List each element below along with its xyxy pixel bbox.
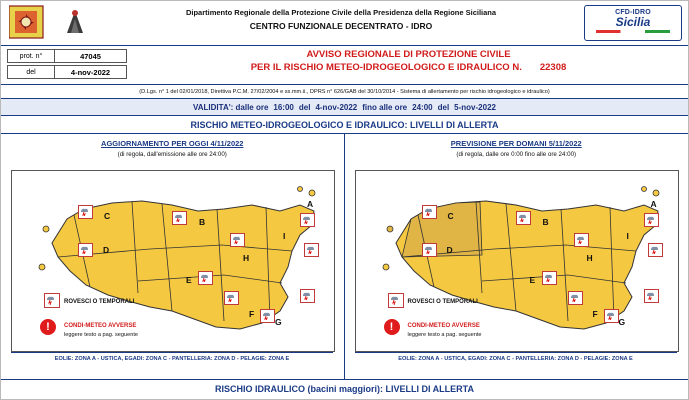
storm-icon <box>230 233 245 247</box>
protocol-date-value: 4-nov-2022 <box>55 65 127 79</box>
storm-icon <box>516 211 531 225</box>
validity-from-time: 16:00 <box>273 102 294 112</box>
cfd-logo-line-2: Sicilia <box>615 15 651 29</box>
zone-label-D: D <box>103 245 110 255</box>
zone-label-F: F <box>249 309 255 319</box>
validity-del-1: del <box>298 102 311 112</box>
alert-maps-panels <box>1 134 688 379</box>
panel-today-subtitle: (di regola, dall'emissione alle ore 24:00) <box>117 151 227 158</box>
zone-label-D: D <box>446 245 453 255</box>
validity-until-label: fino alle ore <box>362 102 408 112</box>
legend-storm-label: ROVESCI O TEMPORALI <box>64 299 135 305</box>
legend-storm-label: ROVESCI O TEMPORALI <box>407 299 478 305</box>
protocol-date-line <box>7 65 127 79</box>
risk-section-title: RISCHIO METEO-IDROGEOLOGICO E IDRAULICO: LIVELLI DI ALLERTA <box>1 116 688 134</box>
storm-icon <box>574 233 589 247</box>
storm-icon <box>78 205 93 219</box>
legend-adverse-note: leggere testo a pag. seguente <box>407 332 482 338</box>
panel-tomorrow-title: PREVISIONE PER DOMANI 5/11/2022 <box>450 139 582 148</box>
cfd-idro-logo <box>584 5 682 41</box>
panel-today-islands-note: EOLIE: ZONA A - USTICA, EGADI: ZONA C - PANTELLERIA: ZONA D - PELAGIE: ZONA E <box>54 356 290 362</box>
validity-to-time: 24:00 <box>412 102 433 112</box>
protocol-number-value: 47045 <box>55 49 127 63</box>
protocol-date-label: del <box>7 65 55 79</box>
protocol-number-line <box>7 49 127 63</box>
header-titles <box>131 7 551 33</box>
panel-today <box>1 134 345 379</box>
validity-band <box>1 99 688 116</box>
storm-icon <box>568 291 583 305</box>
panel-tomorrow-islands-note: EOLIE: ZONA A - USTICA, EGADI: ZONA C - PANTELLERIA: ZONA D - PELAGIE: ZONA E <box>398 356 633 362</box>
avviso-line-2 <box>136 61 681 74</box>
warning-exclamation-icon: ! <box>40 319 56 335</box>
legend-adverse-note: leggere testo a pag. seguente <box>64 332 139 338</box>
storm-icon <box>604 309 619 323</box>
zone-label-E: E <box>186 275 192 285</box>
protocol-number-label: prot. n° <box>7 49 55 63</box>
document-header <box>1 1 688 46</box>
zone-label-B: B <box>542 217 549 227</box>
storm-icon <box>304 243 319 257</box>
avviso-line-1: AVVISO REGIONALE DI PROTEZIONE CIVILE <box>306 49 511 60</box>
storm-icon <box>172 211 187 225</box>
zone-label-G: G <box>618 317 626 327</box>
warning-exclamation-icon: ! <box>384 319 400 335</box>
legend-adverse-label: CONDI-METEO AVVERSE <box>64 323 137 329</box>
hydraulic-risk-title: RISCHIO IDRAULICO (bacini maggiori): LIVELLI DI ALLERTA <box>1 379 688 398</box>
protocol-row <box>1 46 688 85</box>
storm-icon <box>422 243 437 257</box>
zone-label-E: E <box>529 275 536 285</box>
panel-divider <box>355 352 677 353</box>
storm-icon <box>260 309 275 323</box>
avviso-numero: 22308 <box>539 62 567 73</box>
legend-storm-icon <box>44 293 60 308</box>
header-line-2: CENTRO FUNZIONALE DECENTRATO - IDRO <box>249 21 433 31</box>
regione-siciliana-crest-icon <box>9 5 119 41</box>
panel-tomorrow-subtitle: (di regola, dalle ore 0:00 fino alle ore 24:00) <box>456 151 577 158</box>
italian-flag-bar <box>596 30 670 33</box>
storm-icon <box>224 291 239 305</box>
panel-today-title: AGGIORNAMENTO PER OGGI 4/11/2022 <box>101 139 244 148</box>
protocol-box <box>7 49 127 81</box>
header-line-1: Dipartimento Regionale della Protezione Civile della Presidenza della Regione Siciliana <box>185 8 497 17</box>
storm-icon <box>78 243 93 257</box>
validity-del-2: del <box>437 102 450 112</box>
storm-icon <box>422 205 437 219</box>
cfd-logo-line-1: CFD-IDRO <box>615 9 651 16</box>
zone-label-I: I <box>626 231 629 241</box>
storm-icon <box>300 289 315 303</box>
storm-icon <box>648 243 663 257</box>
zone-label-G: G <box>275 317 282 327</box>
zone-label-I: I <box>283 231 286 241</box>
zone-label-A: A <box>650 199 657 209</box>
map-tomorrow[interactable] <box>355 170 679 352</box>
zone-label-H: H <box>586 253 593 263</box>
panel-divider <box>11 352 333 353</box>
zone-label-B: B <box>199 217 206 227</box>
avviso-line-2-text: PER IL RISCHIO METEO-IDROGEOLOGICO E IDRAULICO N. <box>250 62 522 73</box>
legend-storm-icon <box>388 293 404 308</box>
avviso-title <box>136 48 681 74</box>
storm-icon <box>198 271 213 285</box>
validity-to-date: 5-nov-2022 <box>454 102 496 112</box>
zone-label-C: C <box>447 211 454 221</box>
storm-icon <box>542 271 557 285</box>
legal-reference: (D.Lgs. n° 1 del 02/01/2018, Direttiva P.C.M. 27/02/2004 e ss.mm.ii., DPRS n° 626/GAB del 30/10/2014 - Sistema di allertamento per rischio idrogeologico e idraulico) <box>1 85 688 99</box>
panel-tomorrow <box>345 134 689 379</box>
storm-icon <box>644 289 659 303</box>
zone-label-C: C <box>104 211 111 221</box>
validity-label: VALIDITA': dalle ore <box>193 102 269 112</box>
legend-adverse-label: CONDI-METEO AVVERSE <box>407 323 480 329</box>
validity-from-date: 4-nov-2022 <box>315 102 358 112</box>
zone-label-A: A <box>307 199 314 209</box>
zone-label-F: F <box>592 309 598 319</box>
storm-icon <box>300 213 315 227</box>
zone-label-H: H <box>243 253 250 263</box>
map-today[interactable] <box>11 170 335 352</box>
storm-icon <box>644 213 659 227</box>
